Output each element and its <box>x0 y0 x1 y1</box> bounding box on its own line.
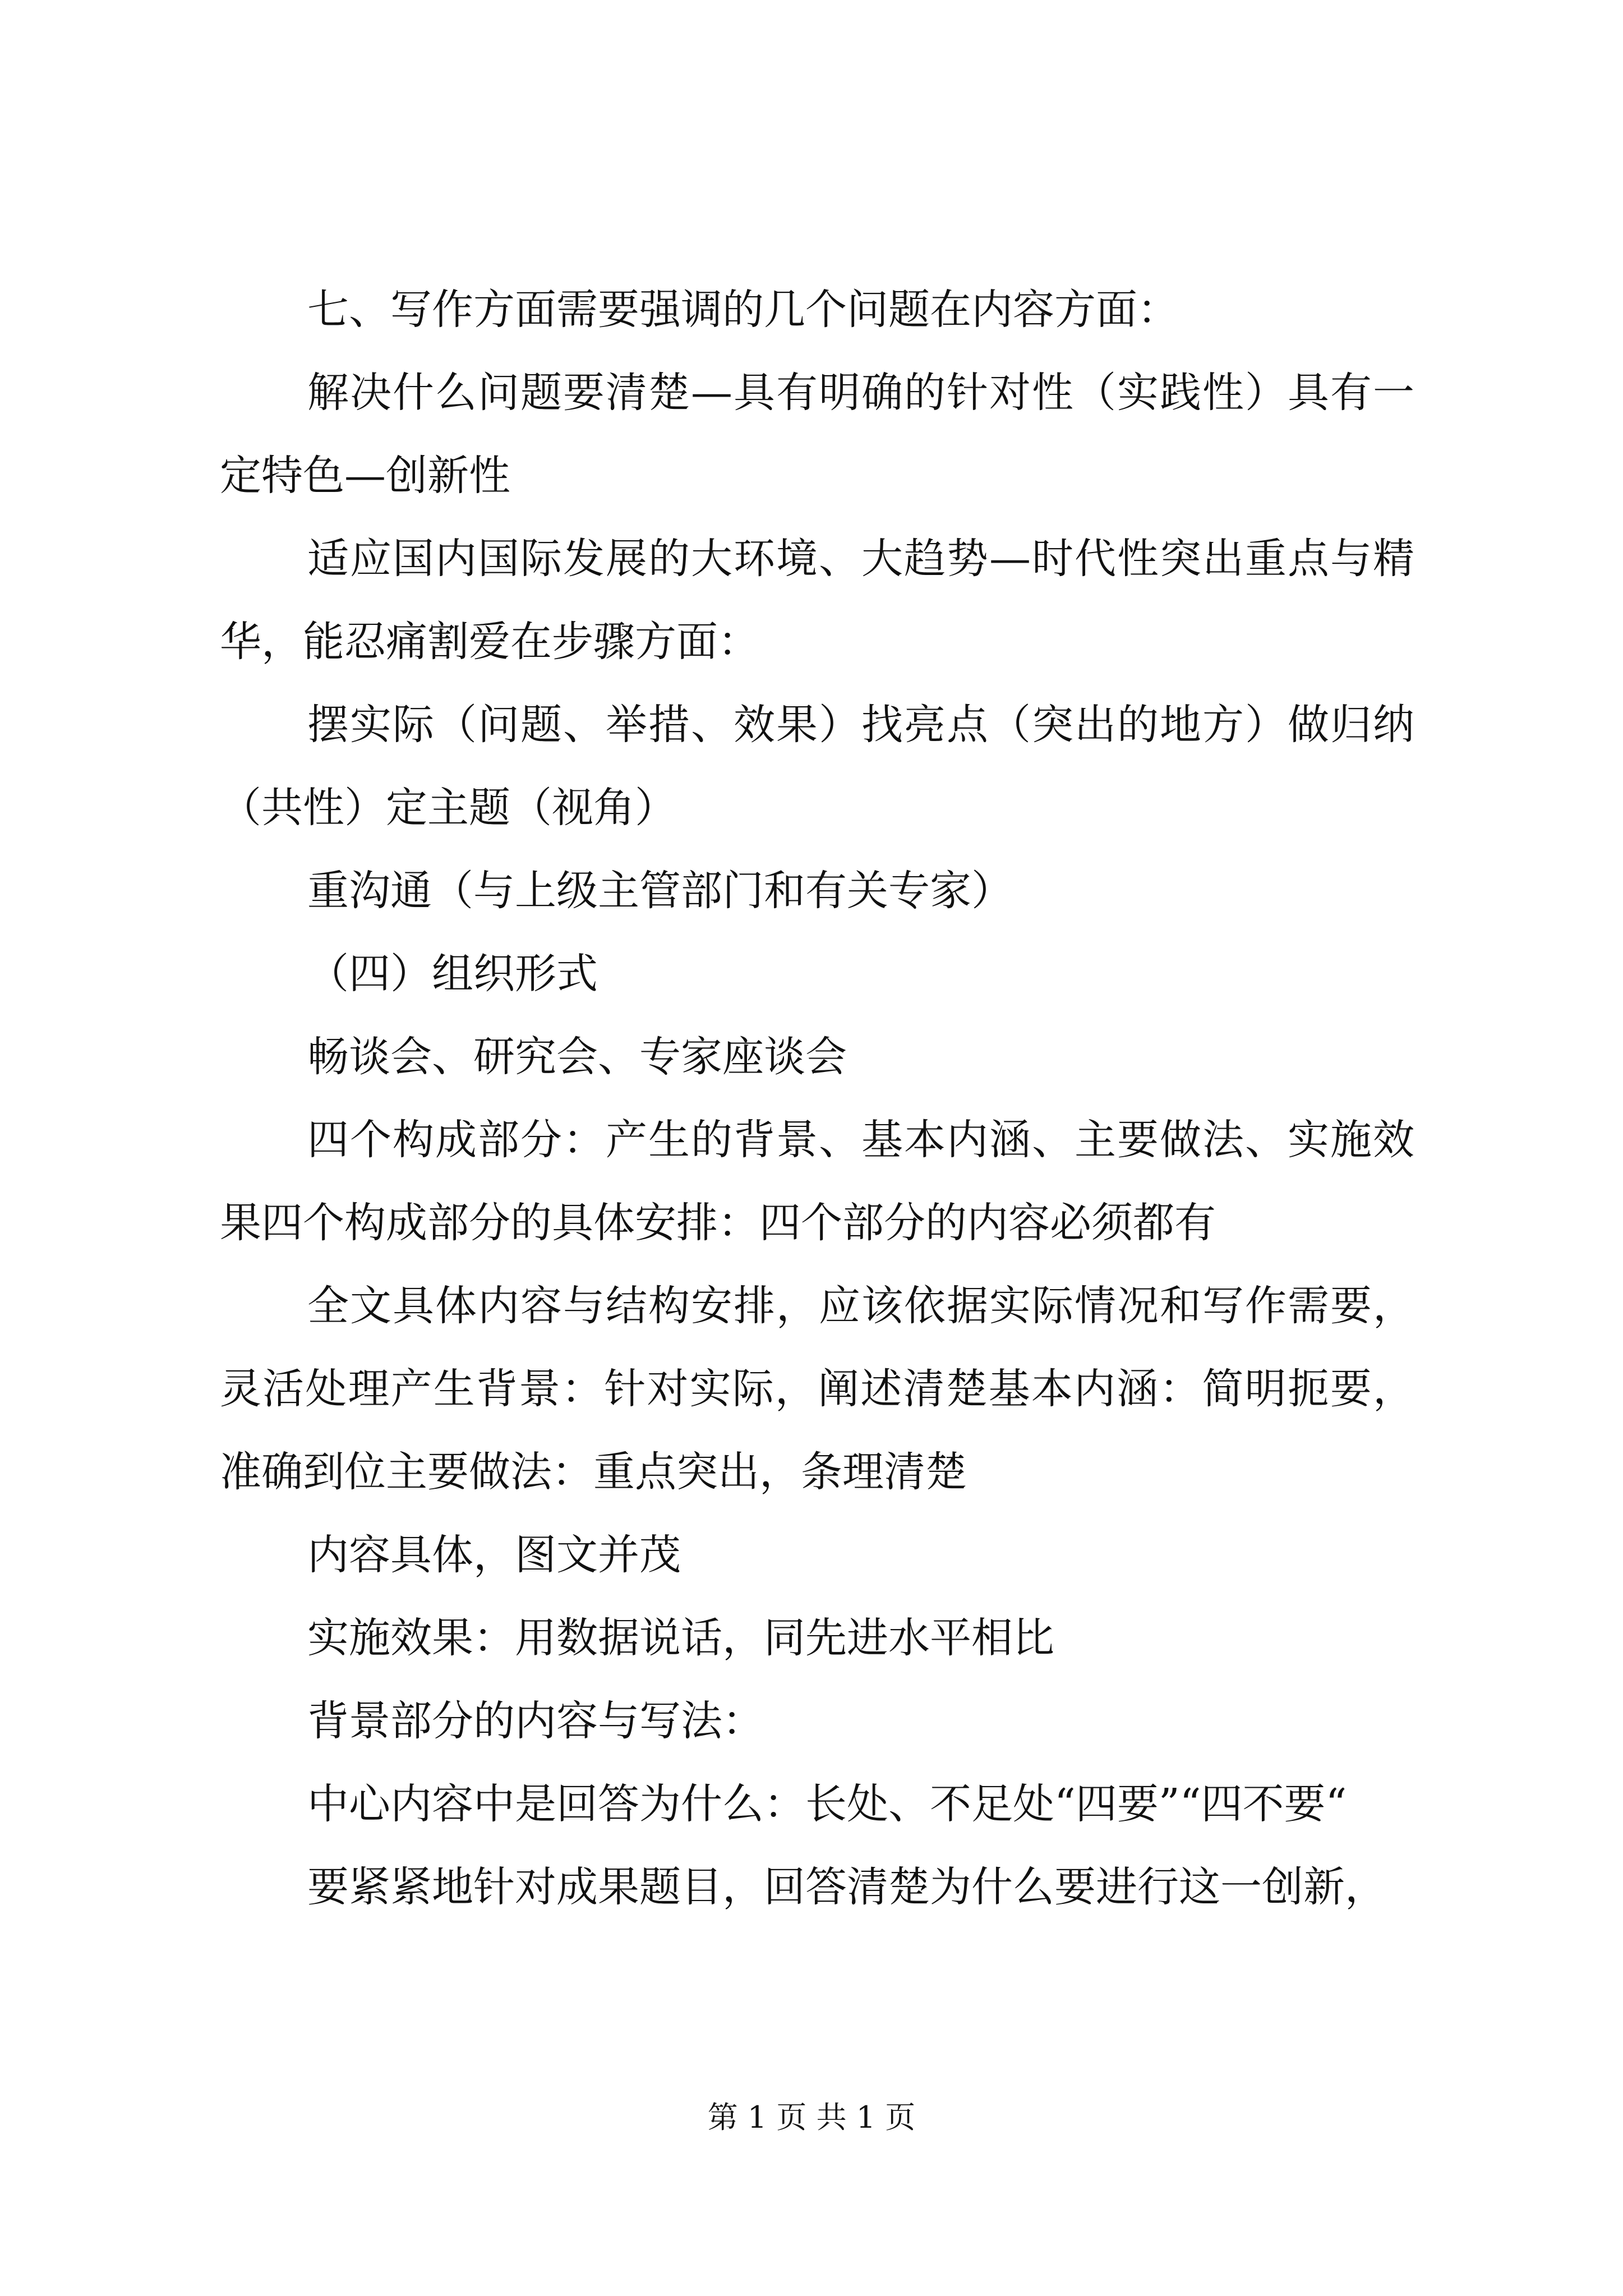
paragraph-7: 畅谈会、研究会、专家座谈会 <box>307 1033 847 1081</box>
paragraph-1: 七、写作方面需要强调的几个问题在内容方面： <box>307 286 1179 334</box>
paragraph-14: 要紧紧地针对成果题目，回答清楚为什么要进行这一创新， <box>307 1863 1386 1911</box>
paragraph-8: 四个构成部分：产生的背景、基本内涵、主要做法、实施效果四个构成部分的具体安排：四个部分的内容必须都有 <box>220 1116 1414 1247</box>
page-footer: 第 1 页 共 1 页 <box>707 2100 916 2135</box>
document-body <box>220 268 1414 1929</box>
paragraph-2: 解决什么问题要清楚—具有明确的针对性（实践性）具有一定特色—创新性 <box>220 369 1414 500</box>
paragraph-3: 适应国内国际发展的大环境、大趋势—时代性突出重点与精华，能忍痛割爱在步骤方面： <box>220 535 1414 666</box>
paragraph-4: 摆实际（问题、举措、效果）找亮点（突出的地方）做归纳（共性）定主题（视角） <box>220 701 1414 832</box>
paragraph-6: （四）组织形式 <box>307 950 598 998</box>
paragraph-12: 背景部分的内容与写法： <box>307 1697 764 1745</box>
paragraph-13: 中心内容中是回答为什么：长处、不足处“四要”“四不要“ <box>307 1780 1347 1828</box>
paragraph-11: 实施效果：用数据说话，同先进水平相比 <box>307 1614 1054 1662</box>
paragraph-9: 全文具体内容与结构安排，应该依据实际情况和写作需要，灵活处理产生背景：针对实际，阐述清楚基本内涵：简明扼要，准确到位主要做法：重点突出，条理清楚 <box>220 1282 1414 1496</box>
paragraph-5: 重沟通（与上级主管部门和有关专家） <box>307 867 1013 915</box>
paragraph-10: 内容具体，图文并茂 <box>307 1531 681 1579</box>
